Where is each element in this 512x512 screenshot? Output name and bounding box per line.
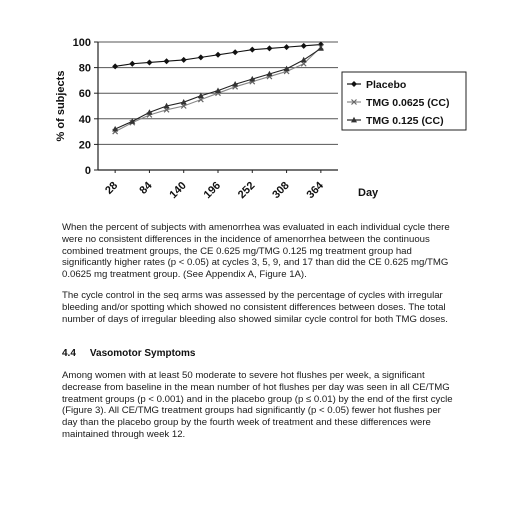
data-point: [129, 61, 135, 67]
data-point: [284, 66, 290, 72]
data-point: [284, 44, 290, 50]
data-point: [215, 52, 221, 58]
x-tick-label: 196: [201, 179, 224, 202]
paragraph-amenorrhea: When the percent of subjects with amenorrhea was evaluated in each individual cycle there were no consistent differences in the incidence of amenorrhea between the continuous combined treatment groups, the CE 0.625 mg/TMG 0.125 mg treatment group had significantly higher rates (p < 0.05) at cycles 3, 5, 9, and 17 than did the CE 0.625 mg/TMG 0.0625 mg treatment group. (See Appendix A, Figure 1A).: [62, 222, 450, 281]
y-axis-title: % of subjects: [55, 70, 67, 142]
y-tick-label: 80: [78, 62, 91, 75]
data-point: [181, 57, 187, 63]
legend-entry: TMG 0.0625 (CC): [366, 97, 450, 109]
y-tick-label: 60: [78, 88, 91, 101]
data-point: [232, 49, 238, 55]
x-tick-label: 140: [167, 179, 189, 202]
x-tick-label: 252: [235, 179, 258, 202]
y-tick-label: 100: [72, 37, 91, 49]
y-tick-label: 0: [84, 165, 91, 177]
legend-entry: TMG 0.125 (CC): [366, 115, 444, 127]
paragraph-vasomotor: Among women with at least 50 moderate to severe hot flushes per week, a significant decrease from baseline in the mean number of hot flushes per day was seen in all CE/TMG treatment groups (p < 0.001) and in the placebo group (p ≤ 0.01) by the end of the first cycle (Figure 3). All CE/TMG treatment groups had significantly (p < 0.05) fewer hot flushes per day than the placebo group by the fourth week of treatment and these differences were maintained through week 12.: [62, 370, 453, 440]
data-point: [318, 45, 324, 51]
data-point: [112, 63, 118, 69]
data-point: [146, 59, 152, 65]
amenorrhea-line-chart: [48, 30, 468, 210]
legend-entry: Placebo: [366, 79, 407, 91]
data-point: [249, 47, 255, 53]
section-title: Vasomotor Symptoms: [89, 348, 196, 359]
x-tick-label: 364: [304, 179, 326, 202]
x-tick-label: 308: [270, 179, 292, 202]
data-point: [164, 58, 170, 64]
paragraph-cycle-control: The cycle control in the seq arms was assessed by the percentage of cycles with irregular bleeding and/or spotting which showed no consistent differences between doses. The total number of days of irregular bleeding also showed similar cycle control for both TMG doses.: [62, 290, 448, 325]
y-tick-label: 20: [78, 139, 91, 152]
data-point: [301, 57, 307, 63]
y-tick-label: 40: [78, 113, 91, 126]
data-point: [301, 43, 307, 49]
data-point: [198, 54, 204, 60]
chart-canvas: [48, 30, 468, 210]
section-number: 4.4: [62, 348, 76, 359]
x-tick-label: 28: [103, 179, 121, 197]
section-heading: [62, 348, 196, 359]
data-point: [266, 45, 272, 51]
x-axis-title: Day: [358, 187, 379, 199]
x-tick-label: 84: [137, 179, 155, 197]
